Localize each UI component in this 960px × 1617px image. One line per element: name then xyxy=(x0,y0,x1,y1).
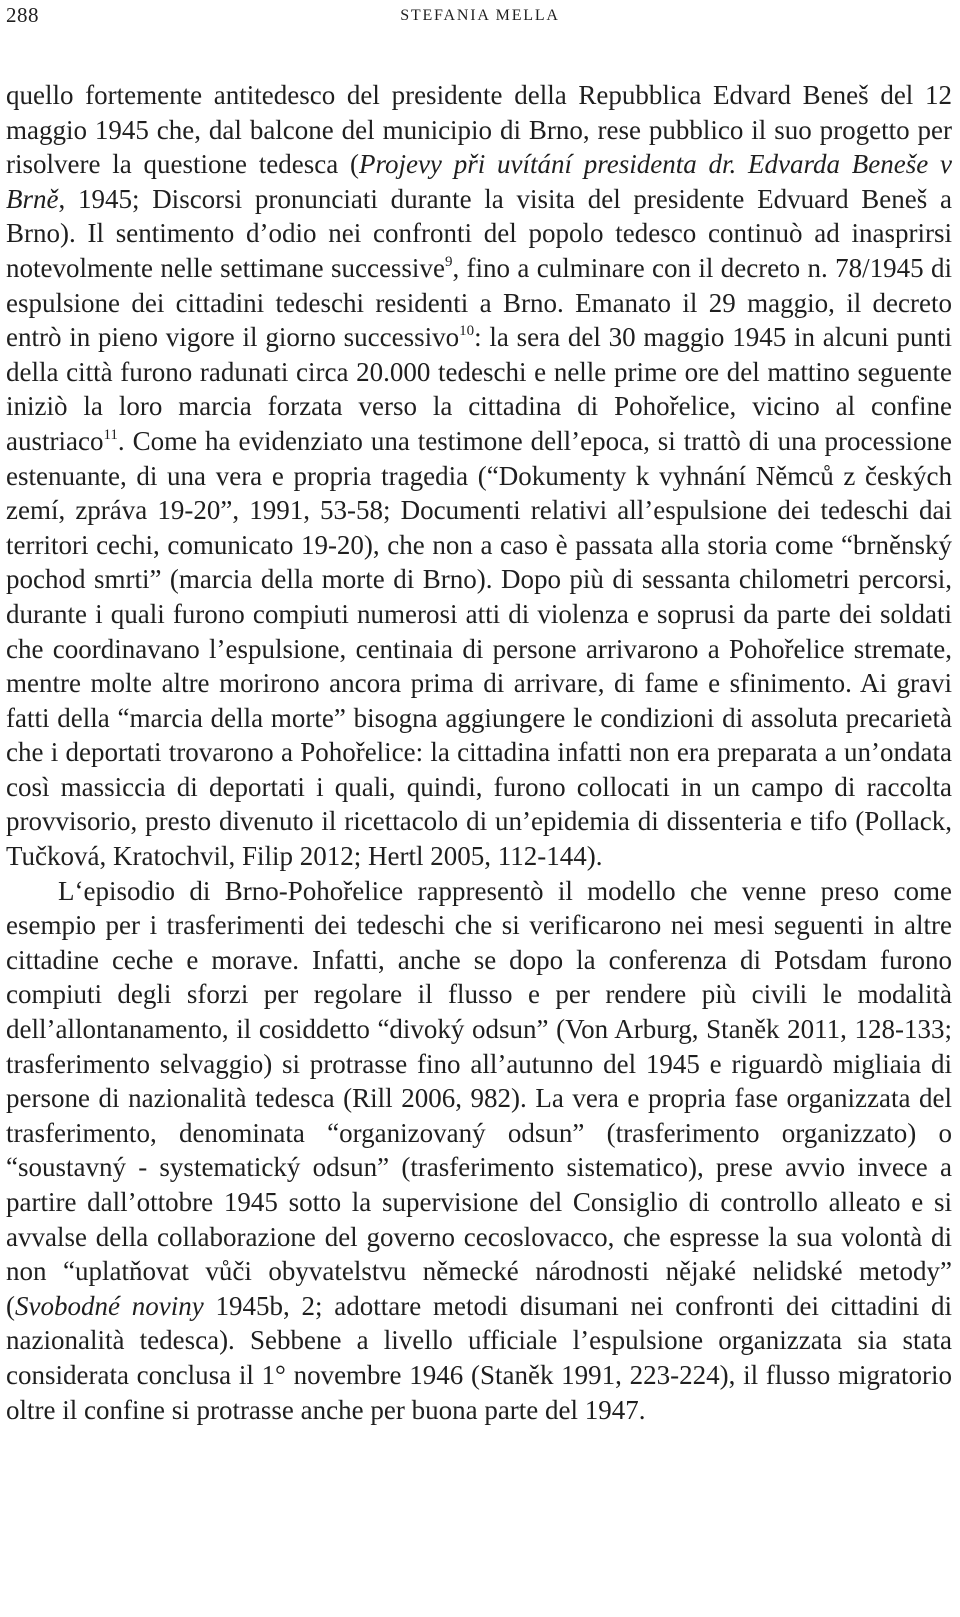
paragraph-1-text-c: , fino a culminare con il decreto n. 78/1945 di espulsione dei cittadini tedeschi residenti a Brno. Emanato il 29 maggio, il decreto entrò in pieno vigore il giorno successivo xyxy=(6,252,953,353)
paragraph-1-text-e: . Come ha evidenziato una testimone dell’epoca, si trattò di una processione estenuante, di una vera e propria tragedia (“Dokumenty k vyhnání Němců z českých zemí, zpráva 19-20”, 1991, 53-58; Documenti relativi all’espulsione dei tedeschi dai territori cechi, comunicato 19-20), che non a caso è passata alla storia come “brněnský pochod smrti” (marcia della morte di Brno). Dopo più di sessanta chilometri percorsi, durante i quali furono compiuti numerosi atti di violenza e soprusi da parte dei soldati che coordinavano l’espulsione, centinaia di persone arrivarono a Pohořelice stremate, mentre molte altre morirono ancora prima di arrivare, di fame e sfinimento. Ai gravi fatti della “marcia della morte” bisogna aggiungere le condizioni di assoluta precarietà che i deportati trovarono a Pohořelice: la cittadina infatti non era preparata a un’ondata così massiccia di deportati i quali, quindi, furono collocati in un campo di raccolta provvisorio, presto divenuto il ricettacolo di un’epidemia di dissenteria e tifo (Pollack, Tučková, Kratochvil, Filip 2012; Hertl 2005, 112-144). xyxy=(6,425,952,872)
running-header xyxy=(0,2,960,30)
paragraph-1-italic-title: Projevy při uvítání presidenta dr. Edvarda Beneše v Brně xyxy=(6,149,953,214)
footnote-ref-10[interactable]: 10 xyxy=(459,323,475,340)
footnote-ref-9[interactable]: 9 xyxy=(444,253,453,270)
running-head-author: STEFANIA MELLA xyxy=(400,7,560,24)
paragraph-1-text-b: , 1945; Discorsi pronunciati durante la visita del presidente Edvuard Beneš a Brno). Il sentimento d’odio nei confronti del popolo tedesco continuò ad inasprirsi notevolmente nelle settimane successive xyxy=(6,183,952,283)
body-text xyxy=(6,78,952,1427)
paragraph-2-italic-title: Svobodné noviny xyxy=(15,1290,204,1321)
page-number: 288 xyxy=(6,3,39,27)
footnote-ref-11[interactable]: 11 xyxy=(103,426,118,443)
paragraph-2-text-b: 1945b, 2; adottare metodi disumani nei confronti dei cittadini di nazionalità tedesca). Sebbene a livello ufficiale l’espulsione organizzata sia stata considerata conclusa il 1° novembre 1946 (Staněk 1991, 223-224), il flusso migratorio oltre il confine si protrasse anche per buona parte del 1947. xyxy=(6,1290,953,1425)
paragraph-1-text-d: : la sera del 30 maggio 1945 in alcuni punti della città furono radunati circa 20.000 tedeschi e nelle prime ore del mattino seguente iniziò la loro marcia forzata verso la cittadina di Pohořelice, vicino al confine austriaco xyxy=(6,322,952,456)
paragraph-2-text-a: L‘episodio di Brno-Pohořelice rappresentò il modello che venne preso come esempio per i trasferimenti dei tedeschi che si verificarono nei mesi seguenti in altre cittadine ceche e morave. Infatti, anche se dopo la conferenza di Potsdam furono compiuti degli sforzi per regolare il flusso e per rendere più civili le modalità dell’allontanamento, il cosiddetto “divoký odsun” (Von Arburg, Staněk 2011, 128-133; trasferimento selvaggio) si protrasse fino all’autunno del 1945 e riguardò migliaia di persone di nazionalità tedesca (Rill 2006, 982). La vera e propria fase organizzata del trasferimento, denominata “organizovaný odsun” (trasferimento organizzato) o “soustavný - systematický odsun” (trasferimento sistematico), prese avvio invece a partire dall’ottobre 1945 sotto la supervisione del Consiglio di controllo alleato e si avvalse della collaborazione del governo cecoslovacco, che espresse la sua volontà di non “uplatňovat vůči obyvatelstvu německé národnosti nějaké nelidské metody” ( xyxy=(6,875,952,1321)
paragraph-1-text-a: quello fortemente antitedesco del presidente della Repubblica Edvard Beneš del 12 maggio 1945 che, dal balcone del municipio di Brno, rese pubblico il suo progetto per risolvere la questione tedesca ( xyxy=(6,80,952,180)
paragraph-1 xyxy=(6,78,952,874)
paragraph-2 xyxy=(6,874,952,1428)
